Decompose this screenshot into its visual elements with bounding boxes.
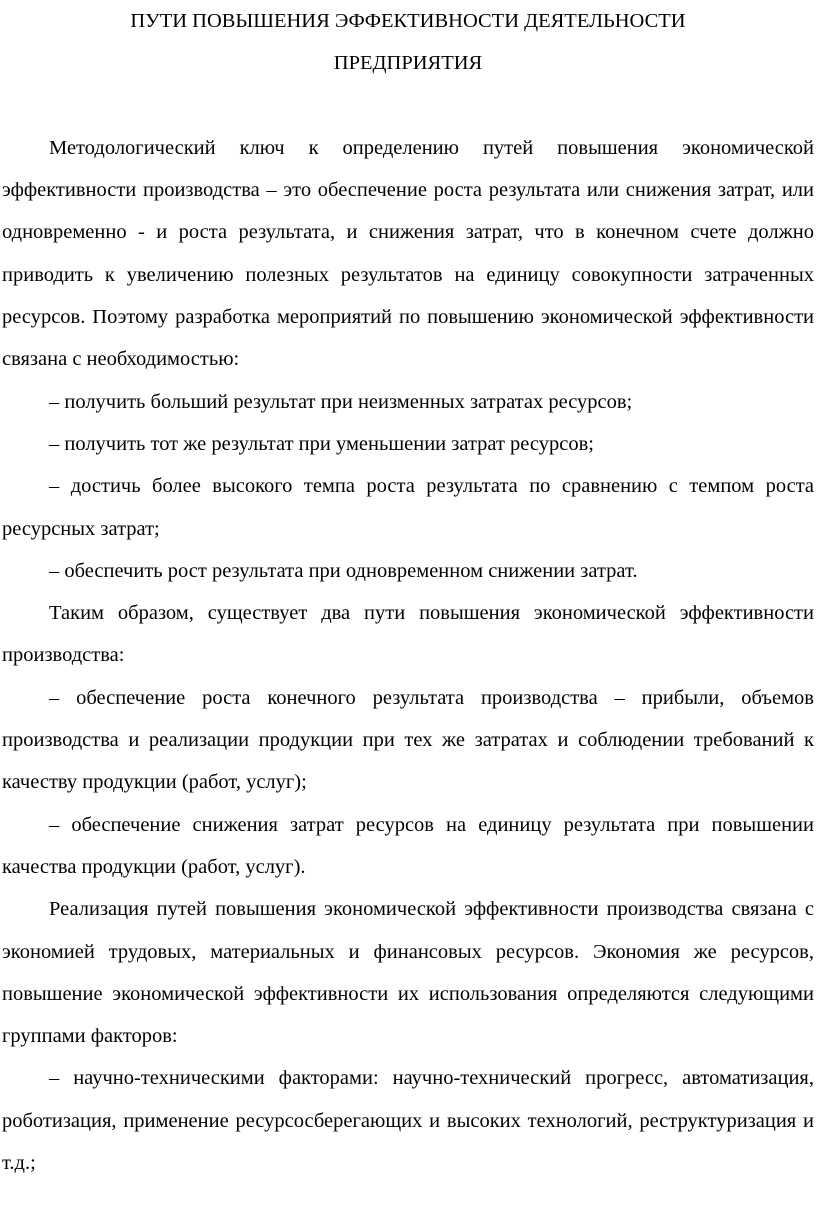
list-item-result-growth: – обеспечение роста конечного результата производства – прибыли, объемов производства и реализации продукции при тех же затратах и соблюдении требований к качеству продукции (работ, услуг); (2, 686, 814, 794)
paragraph-implementation: Реализация путей повышения экономической эффективности производства связана с экономией трудовых, материальных и финансовых ресурсов. Экономия же ресурсов, повышение экономической эффективности их использования определяются следующими группами факторов: (2, 898, 814, 1048)
title-line-1: ПУТИ ПОВЫШЕНИЯ ЭФФЕКТИВНОСТИ ДЕЯТЕЛЬНОСТИ (130, 10, 686, 32)
list-item-same-result: – получить тот же результат при уменьшении затрат ресурсов; (49, 432, 594, 455)
title-line-2: ПРЕДПРИЯТИЯ (333, 52, 483, 75)
paragraph-two-ways: Таким образом, существует два пути повышения экономической эффективности производства: (2, 602, 814, 667)
list-item-cost-reduction: – обеспечение снижения затрат ресурсов на единицу результата при повышении качества продукции (работ, услуг). (2, 813, 814, 878)
list-item-growth-and-reduction: – обеспечить рост результата при одновременном снижении затрат. (49, 559, 638, 582)
document-title (2, 0, 814, 85)
list-item-higher-growth: – достичь более высокого темпа роста результата по сравнению с темпом роста ресурсных затрат; (2, 475, 814, 540)
paragraph-intro: Методологический ключ к определению путей повышения экономической эффективности производства – это обеспечение роста результата или снижения затрат, или одновременно - и роста результата, и снижения затрат, что в конечном счете должно приводить к увеличению полезных результатов на единицу совокупности затраченных ресурсов. Поэтому разработка мероприятий по повышению экономической эффективности связана с необходимостью: (2, 136, 814, 371)
list-item-scientific-factors: – научно-техническими факторами: научно-технический прогресс, автоматизация, роботизация, применение ресурсосберегающих и высоких технологий, реструктуризация и т.д.; (2, 1067, 814, 1175)
title-spacer (2, 85, 814, 127)
list-item-bigger-result: – получить больший результат при неизменных затратах ресурсов; (49, 390, 633, 413)
